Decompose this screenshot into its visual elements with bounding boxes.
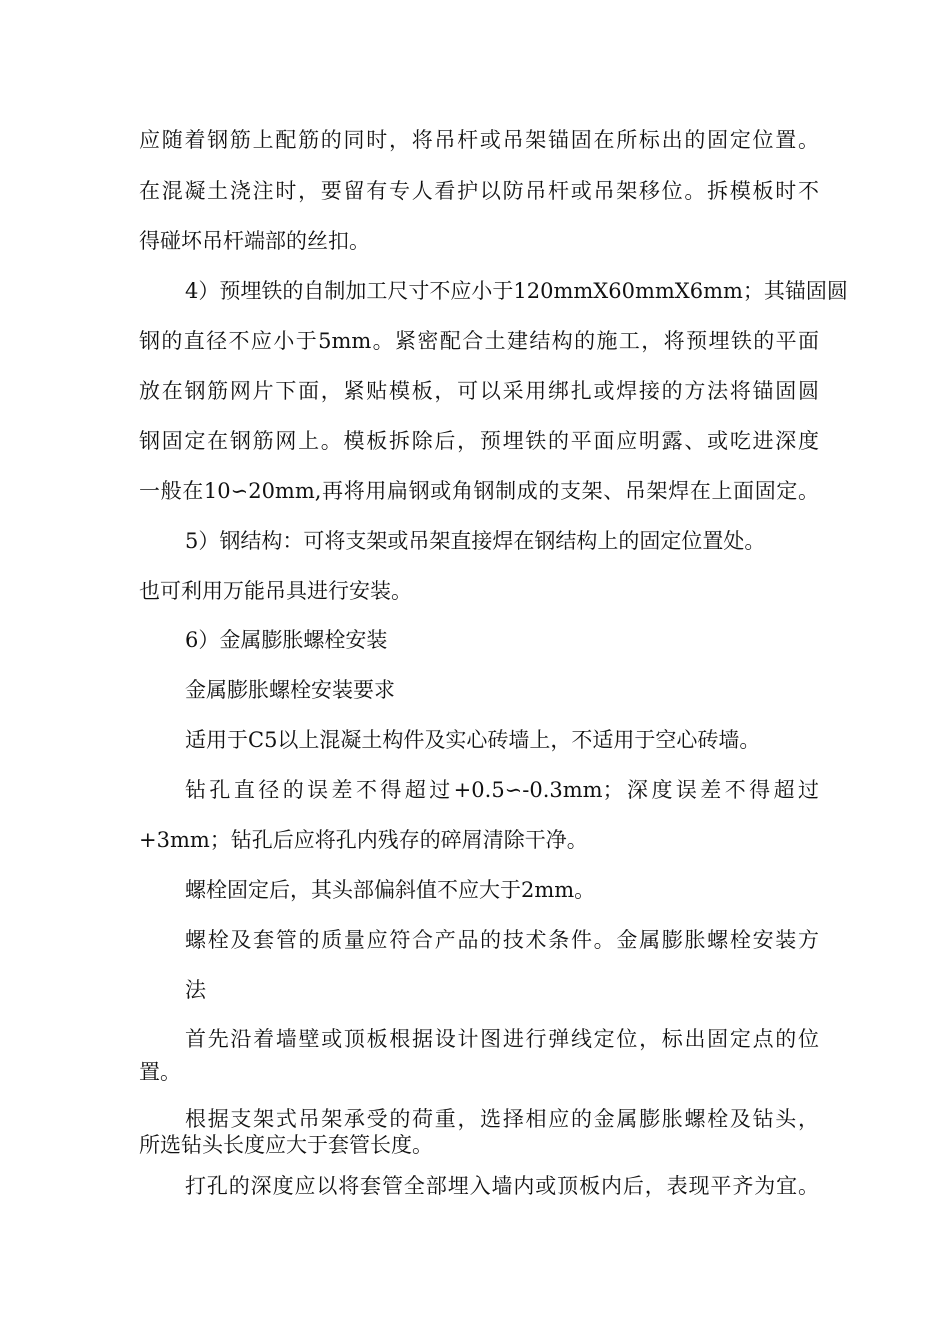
text-line: 打孔的深度应以将套管全部埋入墙内或顶板内后，表现平齐为宜。	[185, 1174, 819, 1198]
text-line: 得碰坏吊杆端部的丝扣。	[139, 229, 370, 253]
text-line: 钢固定在钢筋网上。模板拆除后，预埋铁的平面应明露、或吃进深度	[139, 429, 819, 453]
section-heading: 6）金属膨胀螺栓安装	[185, 628, 388, 652]
text-line: +3mm；钻孔后应将孔内残存的碎屑清除干净。	[139, 828, 588, 852]
text-line: 适用于C5以上混凝土构件及实心砖墙上，不适用于空心砖墙。	[185, 728, 761, 752]
text-line: 4）预埋铁的自制加工尺寸不应小于120mmX60mmX6mm；其锚固圆	[185, 279, 848, 303]
text-line: 螺栓及套管的质量应符合产品的技术条件。金属膨胀螺栓安装方	[185, 928, 819, 952]
text-line: 放在钢筋网片下面，紧贴模板，可以采用绑扎或焊接的方法将锚固圆	[139, 379, 819, 403]
text-line: 法	[185, 978, 206, 1002]
subsection-heading: 金属膨胀螺栓安装要求	[185, 678, 395, 702]
text-line: 钻孔直径的误差不得超过+0.5∽-0.3mm；深度误差不得超过	[185, 778, 819, 802]
text-line: 置。	[139, 1060, 181, 1084]
text-line: 应随着钢筋上配筋的同时，将吊杆或吊架锚固在所标出的固定位置。	[139, 128, 819, 152]
text-line: 首先沿着墙壁或顶板根据设计图进行弹线定位，标出固定点的位	[185, 1027, 819, 1051]
text-line: 也可利用万能吊具进行安装。	[139, 579, 412, 603]
text-line: 螺栓固定后，其头部偏斜值不应大于2mm。	[185, 878, 596, 902]
text-line: 5）钢结构：可将支架或吊架直接焊在钢结构上的固定位置处。	[185, 529, 766, 553]
text-line: 根据支架式吊架承受的荷重，选择相应的金属膨胀螺栓及钻头，	[185, 1107, 819, 1131]
text-line: 一般在10∽20mm,再将用扁钢或角钢制成的支架、吊架焊在上面固定。	[139, 479, 819, 503]
text-line: 在混凝土浇注时，要留有专人看护以防吊杆或吊架移位。拆模板时不	[139, 179, 819, 203]
text-line: 钢的直径不应小于5mm。紧密配合土建结构的施工，将预埋铁的平面	[139, 329, 819, 353]
text-line: 所选钻头长度应大于套管长度。	[139, 1133, 433, 1157]
